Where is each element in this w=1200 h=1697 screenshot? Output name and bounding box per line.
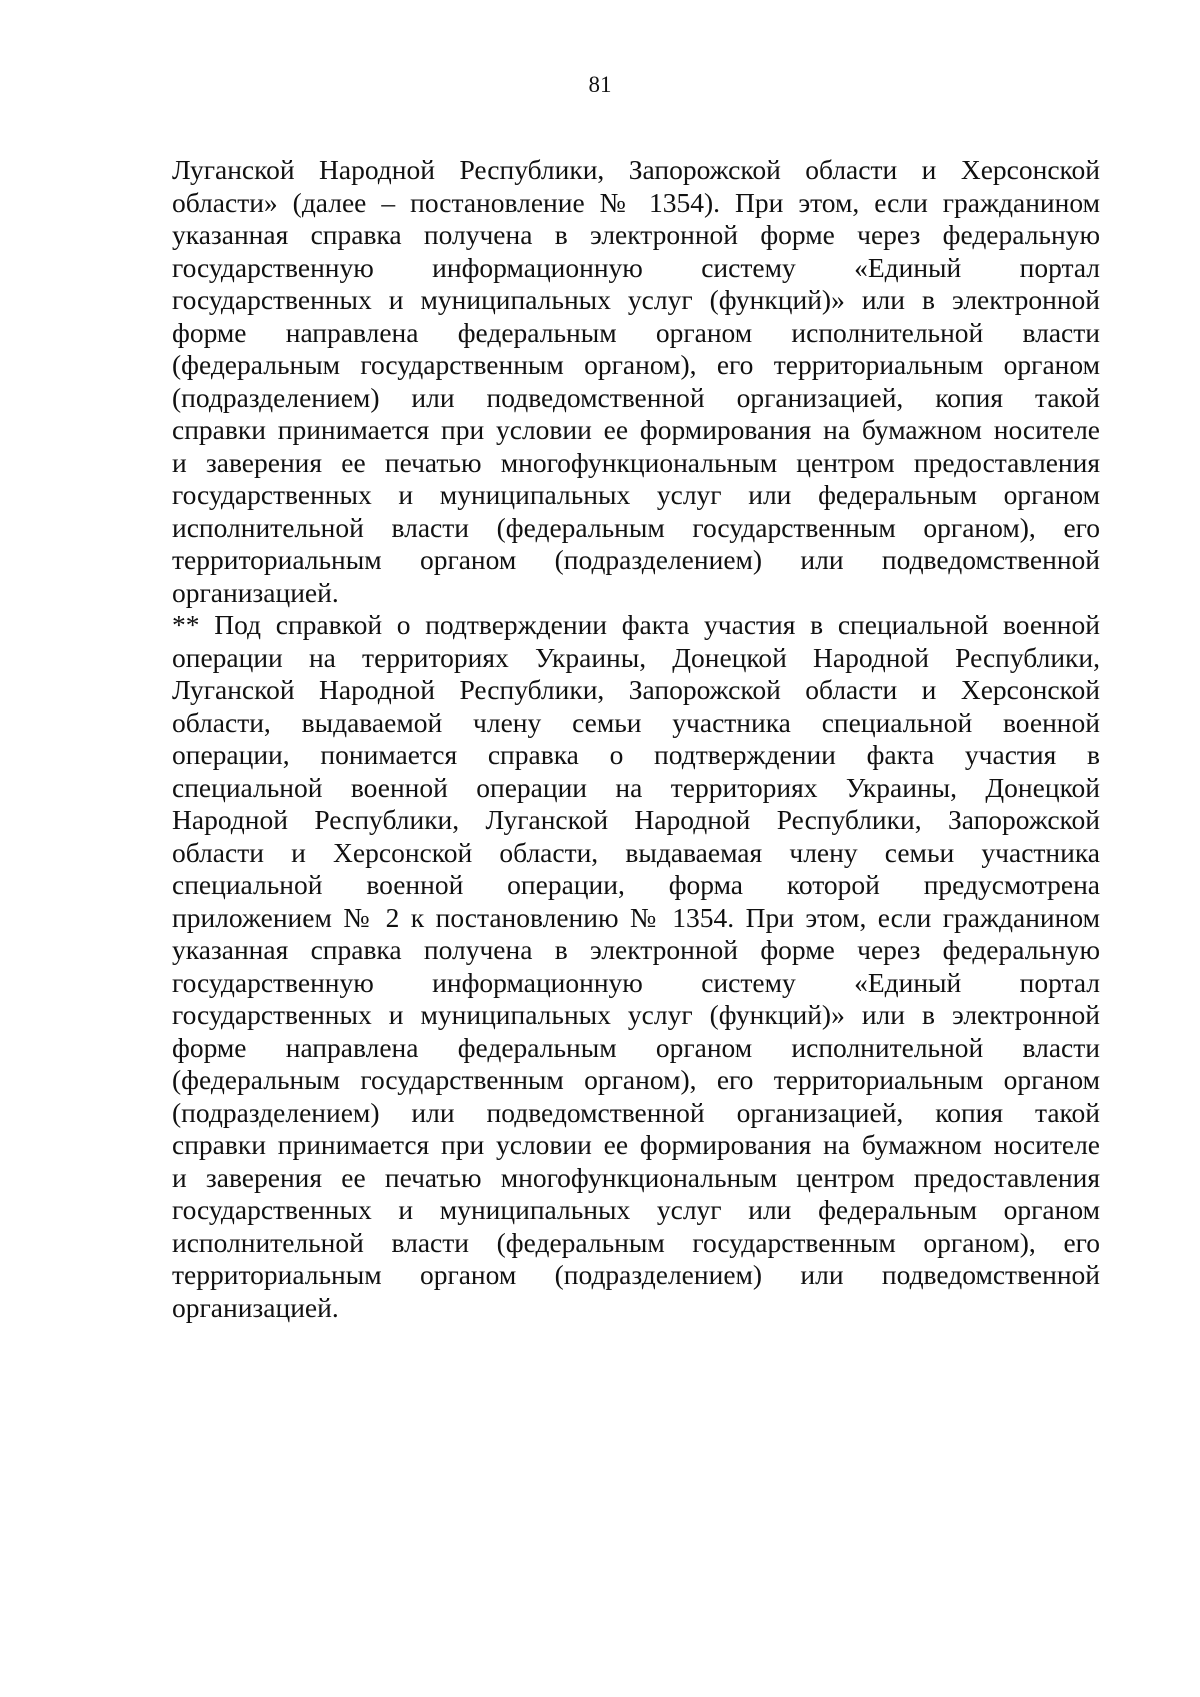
text-line: государственную информационную систему «Единый портал (172, 966, 1100, 998)
text-line: области, выдаваемой члену семьи участника специальной военной (172, 706, 1100, 738)
text-line: исполнительной власти (федеральным государственным органом), его (172, 511, 1100, 543)
text-line: (подразделением) или подведомственной организацией, копия такой (172, 381, 1100, 413)
text-line: (федеральным государственным органом), его территориальным органом (172, 1064, 1100, 1095)
text-line: справки принимается при условии ее формирования на бумажном носителе (172, 1129, 1100, 1160)
text-line: и заверения ее печатью многофункциональным центром предоставления (172, 446, 1100, 478)
text-line: и заверения ее печатью многофункциональным центром предоставления (172, 1161, 1100, 1193)
text-line: справки принимается при условии ее формирования на бумажном носителе (172, 414, 1100, 445)
text-line: (федеральным государственным органом), его территориальным органом (172, 349, 1100, 380)
text-line: (подразделением) или подведомственной организацией, копия такой (172, 1096, 1100, 1128)
text-line: области и Херсонской области, выдаваемая члену семьи участника (172, 836, 1100, 868)
paragraph (172, 154, 1100, 609)
text-line: государственную информационную систему «Единый портал (172, 251, 1100, 283)
text-line: указанная справка получена в электронной форме через федеральную (172, 934, 1100, 965)
text-line: Луганской Народной Республики, Запорожской области и Херсонской (172, 154, 1100, 185)
text-line: операции на территориях Украины, Донецкой Народной Республики, (172, 641, 1100, 673)
text-line: форме направлена федеральным органом исполнительной власти (172, 316, 1100, 348)
text-line: организацией. (172, 1291, 339, 1323)
paragraph (172, 609, 1100, 1324)
text-line: территориальным органом (подразделением) или подведомственной (172, 1259, 1100, 1290)
text-line: государственных и муниципальных услуг или федеральным органом (172, 479, 1100, 510)
text-line: исполнительной власти (федеральным государственным органом), его (172, 1226, 1100, 1258)
text-line: операции, понимается справка о подтверждении факта участия в (172, 739, 1100, 770)
text-line: территориальным органом (подразделением) или подведомственной (172, 544, 1100, 575)
text-line: форме направлена федеральным органом исполнительной власти (172, 1031, 1100, 1063)
text-line: Луганской Народной Республики, Запорожской области и Херсонской (172, 674, 1100, 705)
document-body (172, 154, 1100, 1324)
text-line: государственных и муниципальных услуг или федеральным органом (172, 1194, 1100, 1225)
text-line: государственных и муниципальных услуг (функций)» или в электронной (172, 284, 1100, 315)
text-line: специальной военной операции на территориях Украины, Донецкой (172, 771, 1100, 803)
page-number: 81 (588, 72, 612, 97)
text-line: приложением № 2 к постановлению № 1354. При этом, если гражданином (172, 901, 1100, 933)
text-line: области» (далее – постановление № 1354). При этом, если гражданином (172, 186, 1100, 218)
text-line: указанная справка получена в электронной форме через федеральную (172, 219, 1100, 250)
text-line: организацией. (172, 576, 339, 608)
text-line: специальной военной операции, форма которой предусмотрена (172, 869, 1100, 900)
text-line: Народной Республики, Луганской Народной Республики, Запорожской (172, 804, 1100, 835)
text-line: ** Под справкой о подтверждении факта участия в специальной военной (172, 609, 1100, 640)
text-line: государственных и муниципальных услуг (функций)» или в электронной (172, 999, 1100, 1030)
